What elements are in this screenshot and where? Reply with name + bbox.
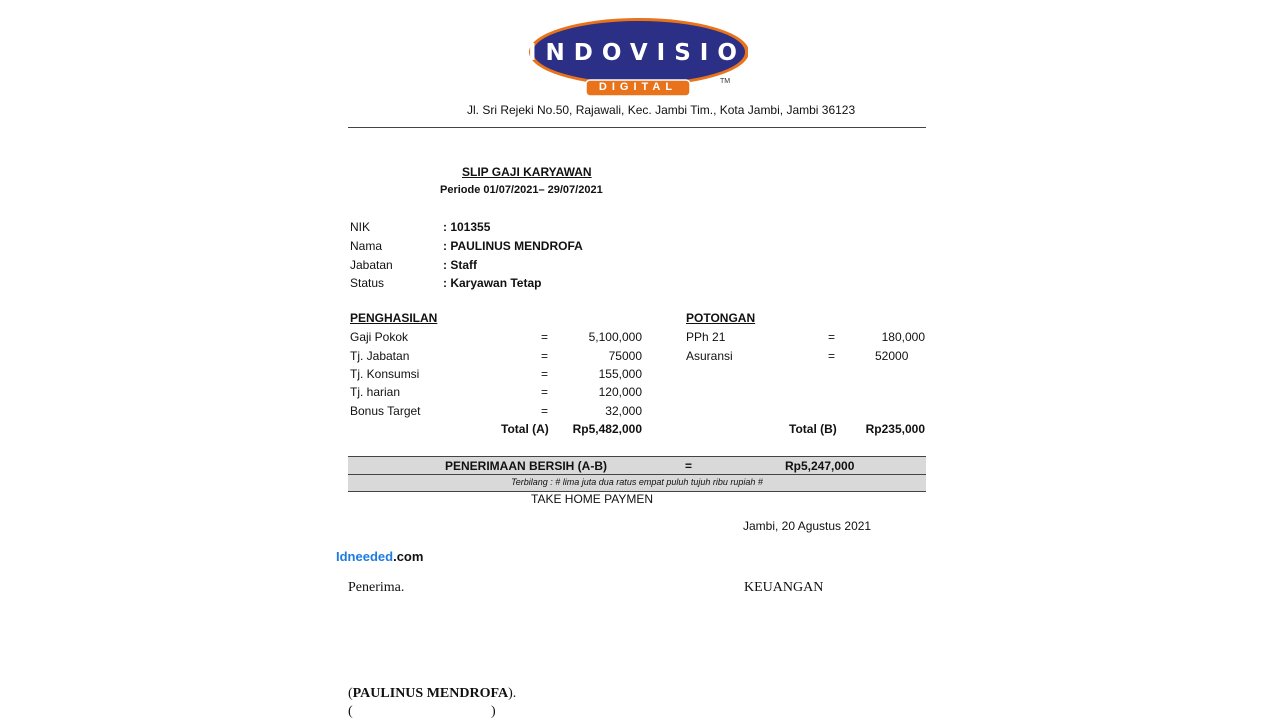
income-row-eq: =	[541, 330, 549, 344]
logo-brand-text: INDOVISION	[528, 40, 775, 66]
status-label: Status	[350, 276, 385, 290]
finance-sign-close: )	[491, 704, 496, 719]
income-row-label: Tj. Jabatan	[350, 349, 410, 363]
deduction-row-eq: =	[828, 330, 836, 344]
deduction-row-value: 180,000	[881, 330, 925, 344]
slip-title: SLIP GAJI KARYAWAN	[462, 165, 592, 179]
income-row-eq: =	[541, 404, 549, 418]
income-total-value: Rp5,482,000	[572, 422, 642, 436]
company-logo	[528, 12, 775, 100]
receiver-label: Penerima.	[348, 580, 405, 595]
income-row-eq: =	[541, 385, 549, 399]
slip-period: Periode 01/07/2021– 29/07/2021	[440, 184, 603, 196]
receiver-signature	[348, 686, 516, 702]
watermark	[336, 549, 423, 564]
nik-label: NIK	[350, 220, 371, 234]
logo-sub-text: DIGITAL	[598, 81, 678, 93]
finance-label: KEUANGAN	[744, 580, 824, 595]
finance-sign-open: (	[348, 704, 353, 719]
income-row-eq: =	[541, 367, 549, 381]
net-pay-value: Rp5,247,000	[785, 459, 855, 473]
logo-trademark: TM	[720, 78, 731, 85]
income-heading: PENGHASILAN	[350, 311, 438, 325]
income-row-label: Tj. harian	[350, 385, 401, 399]
income-row-eq: =	[541, 349, 549, 363]
deductions-total-label: Total (B)	[789, 422, 837, 436]
name-label: Nama	[350, 239, 383, 253]
status-value: : Karyawan Tetap	[443, 276, 542, 290]
income-row-label: Tj. Konsumsi	[350, 367, 420, 381]
company-address: Jl. Sri Rejeki No.50, Rajawali, Kec. Jambi Tim., Kota Jambi, Jambi 36123	[467, 103, 856, 117]
paren-close: ).	[508, 686, 517, 701]
net-in-words: Terbilang : # lima juta dua ratus empat puluh tujuh ribu rupiah #	[511, 477, 763, 487]
nik-value: : 101355	[443, 220, 491, 234]
take-home-label: TAKE HOME PAYMEN	[531, 492, 654, 506]
income-total-label: Total (A)	[501, 422, 549, 436]
net-pay-eq: =	[685, 459, 693, 473]
place-date: Jambi, 20 Agustus 2021	[743, 519, 872, 533]
paren-open: (	[348, 686, 353, 701]
deduction-row-value: 52000	[875, 349, 909, 363]
deduction-row-label: PPh 21	[686, 330, 726, 344]
watermark-part-b: .com	[393, 549, 424, 564]
net-pay-label: PENERIMAAN BERSIH (A-B)	[445, 459, 607, 473]
position-value: : Staff	[443, 258, 477, 272]
deduction-row-label: Asuransi	[686, 349, 733, 363]
header-divider	[348, 127, 926, 128]
position-label: Jabatan	[350, 258, 393, 272]
watermark-part-a: Idneeded	[336, 549, 394, 564]
name-value: : PAULINUS MENDROFA	[443, 239, 583, 253]
income-row-value: 120,000	[598, 385, 642, 399]
income-row-value: 155,000	[598, 367, 642, 381]
income-row-value: 5,100,000	[588, 330, 642, 344]
income-row-value: 75000	[608, 349, 642, 363]
deductions-heading: POTONGAN	[686, 311, 756, 325]
income-row-label: Bonus Target	[350, 404, 421, 418]
receiver-name: PAULINUS MENDROFA	[352, 686, 509, 701]
income-row-label: Gaji Pokok	[350, 330, 409, 344]
deductions-total-value: Rp235,000	[865, 422, 925, 436]
deduction-row-eq: =	[828, 349, 836, 363]
income-row-value: 32,000	[605, 404, 642, 418]
